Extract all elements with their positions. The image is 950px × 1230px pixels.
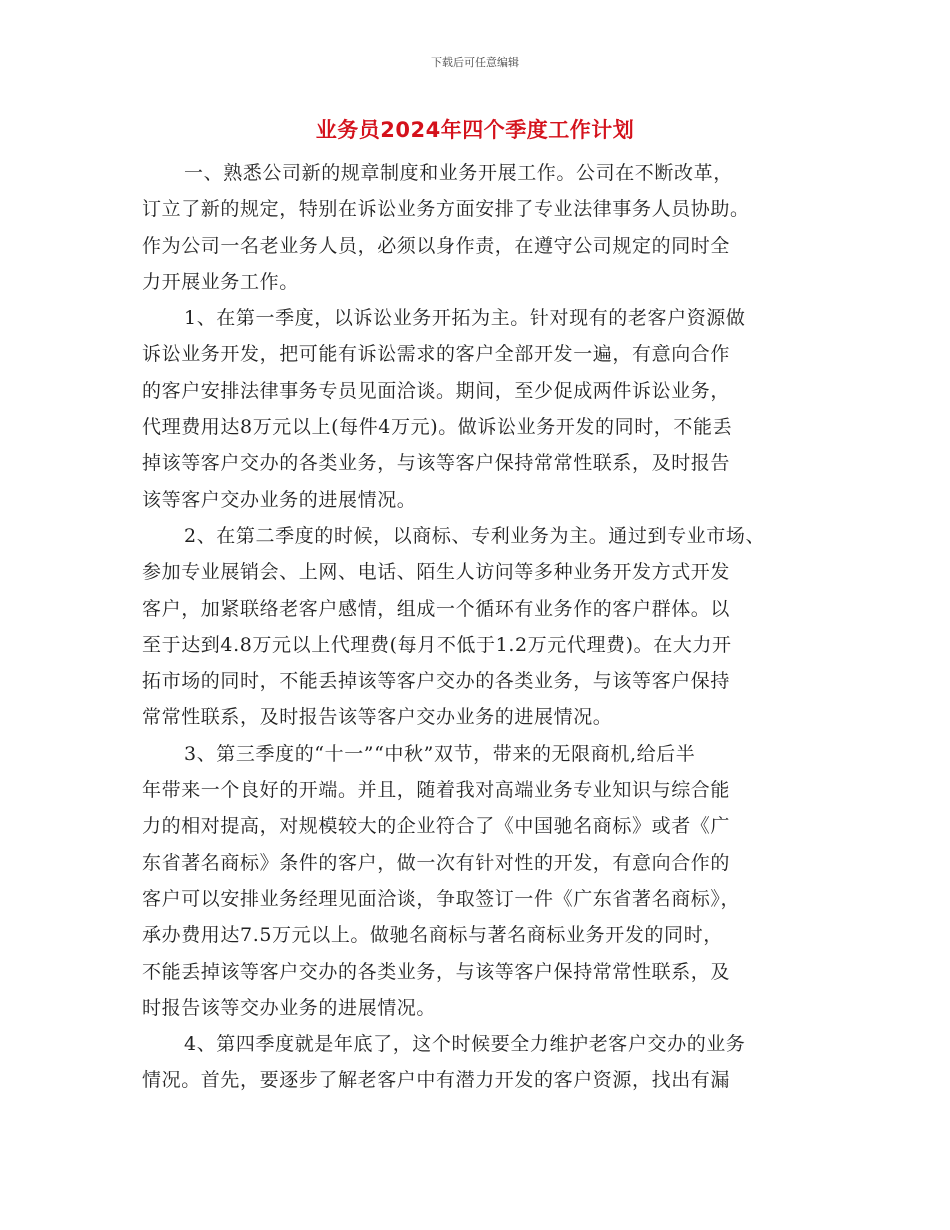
text-line: 4、第四季度就是年底了，这个时候要全力维护老客户交办的业务 [184, 1033, 746, 1056]
paragraph-q3 [142, 736, 822, 1026]
text-line: 客户可以安排业务经理见面洽谈，争取签订一件《广东省著名商标》， [142, 887, 741, 910]
text-line: 2、在第二季度的时候，以商标、专利业务为主。通过到专业市场、 [184, 524, 766, 547]
text-line: 1、在第一季度，以诉讼业务开拓为主。针对现有的老客户资源做 [184, 307, 746, 330]
text-line: 力的相对提高，对规模较大的企业符合了《中国驰名商标》或者《广 [142, 815, 731, 838]
text-line: 作为公司一名老业务人员，必须以身作责，在遵守公司规定的同时全 [142, 234, 731, 257]
text-line: 3、第三季度的“十一”“中秋”双节，带来的无限商机,给后半 [184, 742, 696, 765]
text-line: 常常性联系，及时报告该等客户交办业务的进展情况。 [142, 706, 613, 729]
text-line: 代理费用达8万元以上(每件4万元)。做诉讼业务开发的同时，不能丢 [142, 416, 733, 439]
text-line: 情况。首先，要逐步了解老客户中有潜力开发的客户资源，找出有漏 [142, 1069, 731, 1092]
document-body [142, 155, 822, 1099]
text-line: 至于达到4.8万元以上代理费(每月不低于1.2万元代理费)。在大力开 [142, 633, 732, 656]
text-line: 的客户安排法律事务专员见面洽谈。期间，至少促成两件诉讼业务， [142, 379, 731, 402]
paragraph-intro [142, 155, 822, 300]
text-line: 年带来一个良好的开端。并且，随着我对高端业务专业知识与综合能 [142, 779, 731, 802]
text-line: 订立了新的规定，特别在诉讼业务方面安排了专业法律事务人员协助。 [142, 198, 750, 221]
text-line: 承办费用达7.5万元以上。做驰名商标与著名商标业务开发的同时， [142, 924, 723, 947]
text-line: 东省著名商标》条件的客户，做一次有针对性的开发，有意向合作的 [142, 851, 731, 874]
text-line: 拓市场的同时，不能丢掉该等客户交办的各类业务，与该等客户保持 [142, 670, 731, 693]
paragraph-q2 [142, 518, 822, 736]
text-line: 诉讼业务开发，把可能有诉讼需求的客户全部开发一遍，有意向合作 [142, 343, 731, 366]
text-line: 该等客户交办业务的进展情况。 [142, 488, 417, 511]
header-note: 下载后可任意编辑 [431, 56, 519, 69]
text-line: 一、熟悉公司新的规章制度和业务开展工作。公司在不断改革， [184, 162, 733, 184]
text-line: 力开展业务工作。 [142, 270, 299, 293]
document-title: 业务员2024年四个季度工作计划 [315, 118, 635, 142]
paragraph-q1 [142, 300, 822, 518]
text-line: 参加专业展销会、上网、电话、陌生人访问等多种业务开发方式开发 [142, 561, 731, 584]
text-line: 时报告该等交办业务的进展情况。 [142, 996, 437, 1019]
paragraph-q4 [142, 1026, 822, 1099]
text-line: 不能丢掉该等客户交办的各类业务，与该等客户保持常常性联系，及 [142, 960, 731, 983]
text-line: 掉该等客户交办的各类业务，与该等客户保持常常性联系，及时报告 [142, 452, 731, 475]
text-line: 客户，加紧联络老客户感情，组成一个循环有业务作的客户群体。以 [142, 597, 731, 620]
